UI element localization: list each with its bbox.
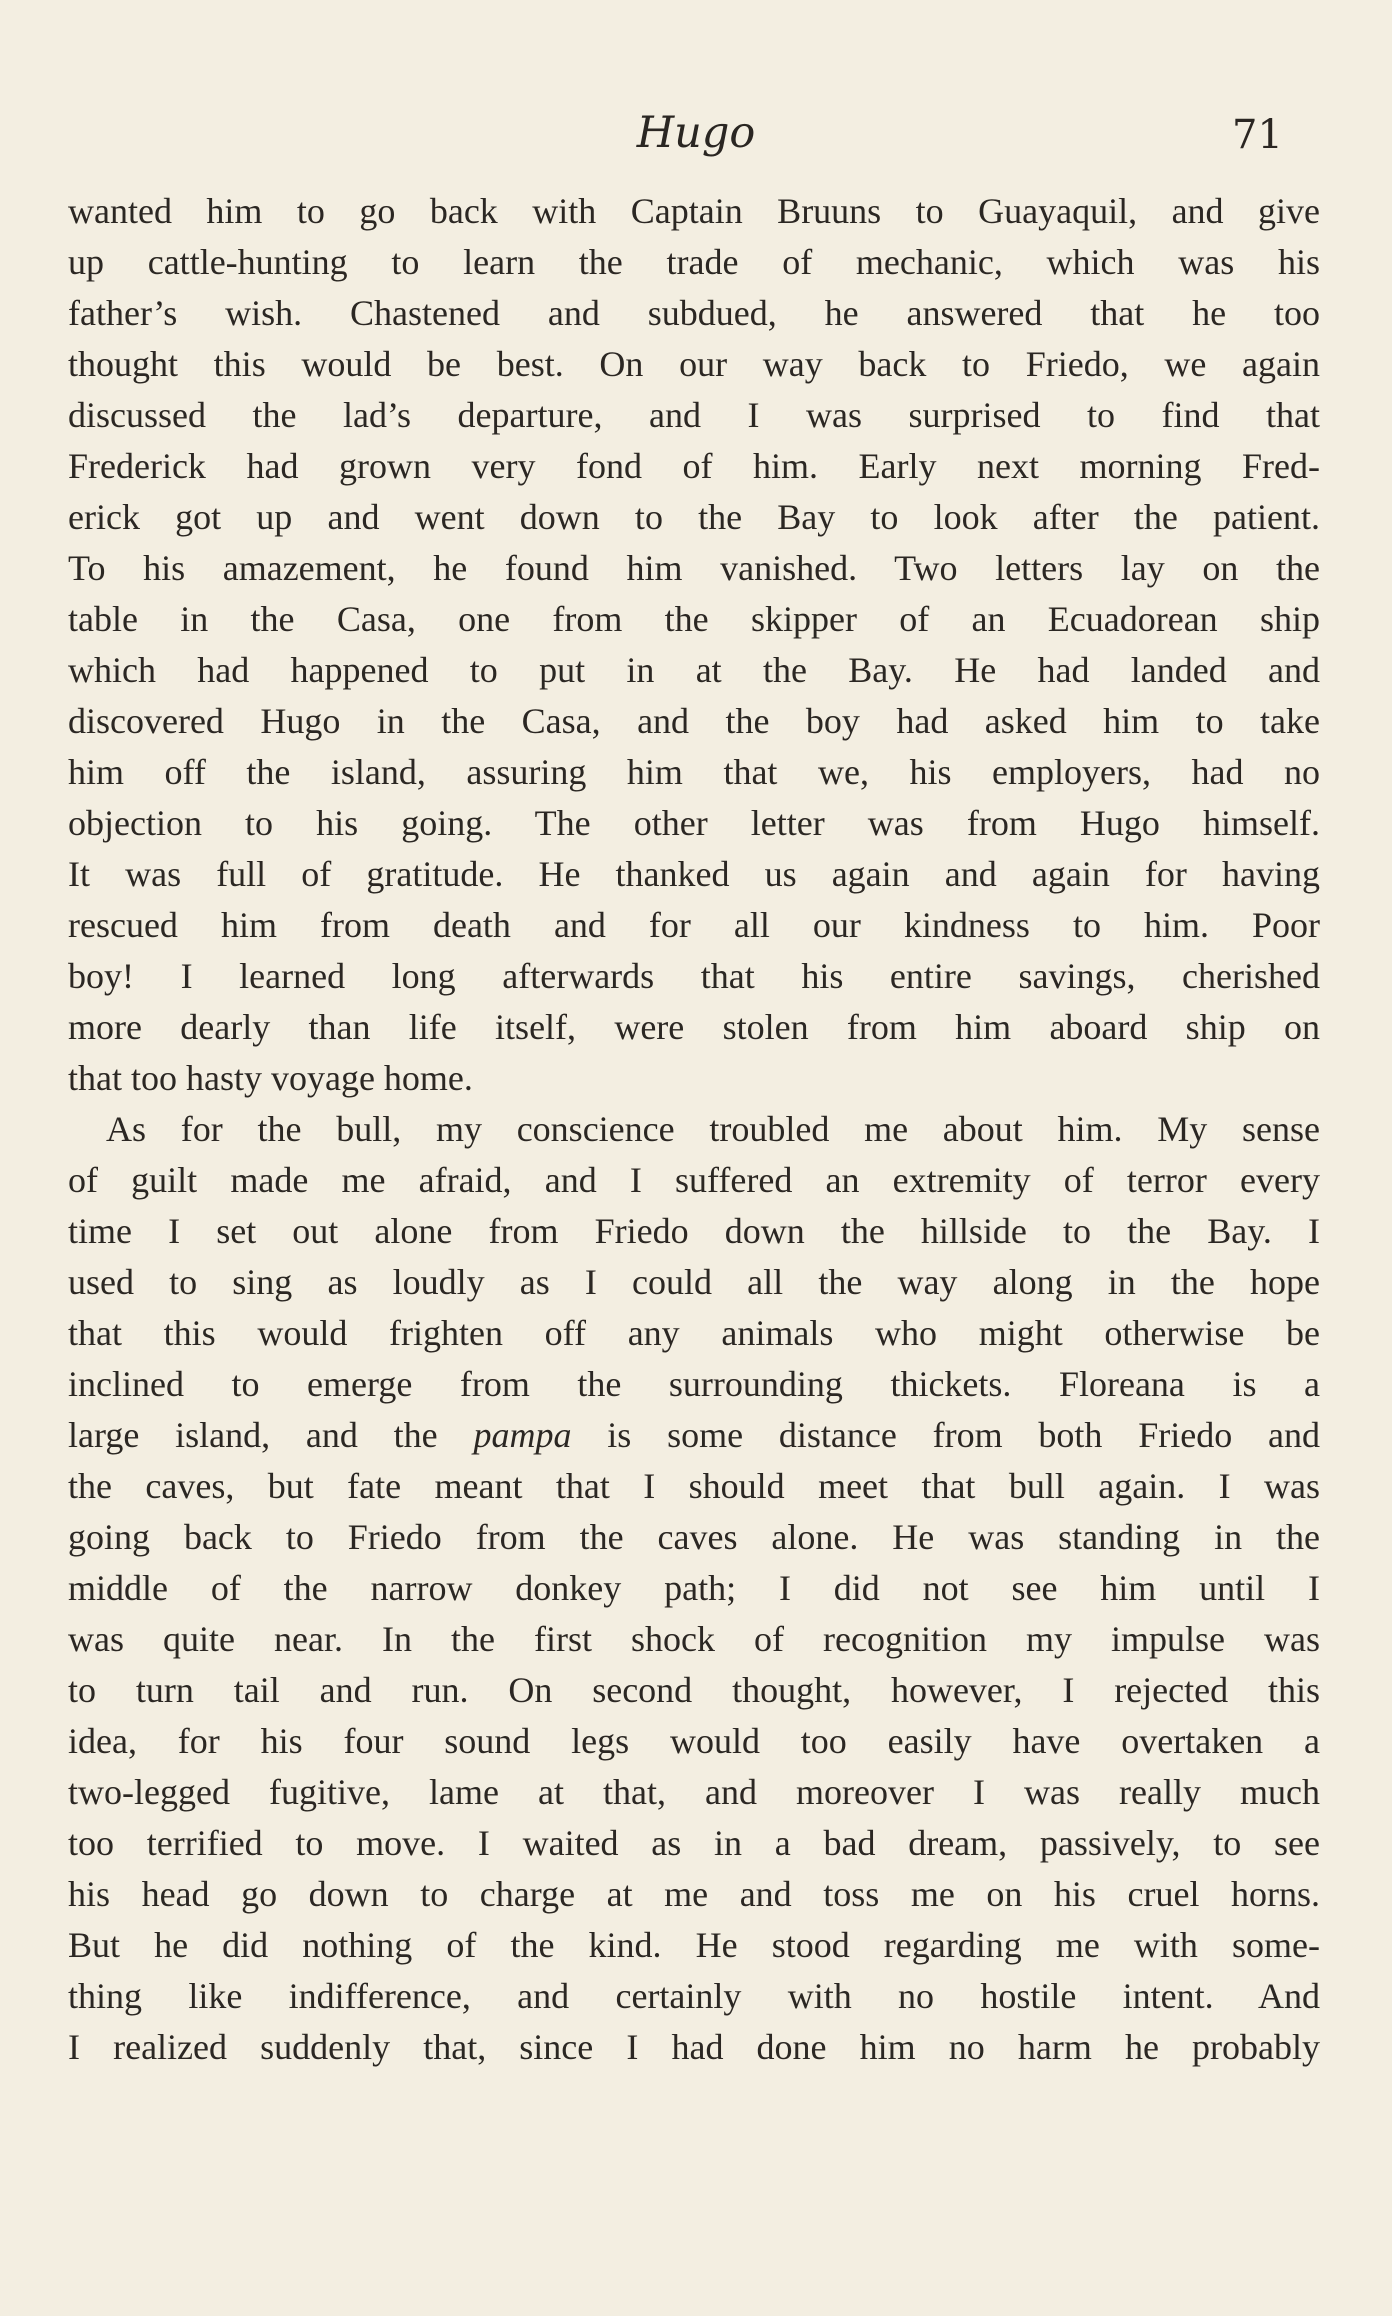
text-line: that too hasty voyage home. <box>68 1058 473 1098</box>
text-line: table in the Casa, one from the skipper of an Ecuadorean ship <box>68 599 1320 639</box>
text-line: which had happened to put in at the Bay. He had landed and <box>68 650 1320 690</box>
running-head <box>0 108 1392 168</box>
page-number: 71 <box>1232 112 1283 158</box>
text-line: inclined to emerge from the surrounding thickets. Floreana is a <box>68 1364 1320 1404</box>
text-line: boy! I learned long afterwards that his entire savings, cherished <box>68 956 1320 996</box>
text-line: discussed the lad’s departure, and I was surprised to find that <box>68 395 1320 435</box>
text-line: erick got up and went down to the Bay to look after the patient. <box>68 497 1320 537</box>
text-line: his head go down to charge at me and toss me on his cruel horns. <box>68 1874 1320 1914</box>
text-line: the caves, but fate meant that I should meet that bull again. I was <box>68 1466 1320 1506</box>
body-text <box>68 186 1320 2073</box>
text-line: father’s wish. Chastened and subdued, he answered that he too <box>68 293 1320 333</box>
text-line: up cattle-hunting to learn the trade of mechanic, which was his <box>68 242 1320 282</box>
text-line: Frederick had grown very fond of him. Early next morning Fred- <box>68 446 1320 486</box>
text-line: discovered Hugo in the Casa, and the boy had asked him to take <box>68 701 1320 741</box>
text-line: thing like indifference, and certainly with no hostile intent. And <box>68 1976 1320 2016</box>
text-fragment: large island, and the <box>68 1415 474 1455</box>
text-line: As for the bull, my conscience troubled me about him. My sense <box>106 1109 1320 1149</box>
text-line: used to sing as loudly as I could all the way along in the hope <box>68 1262 1320 1302</box>
text-line: time I set out alone from Friedo down the hillside to the Bay. I <box>68 1211 1320 1251</box>
text-line-with-italic <box>68 1410 1320 1461</box>
text-line: idea, for his four sound legs would too easily have overtaken a <box>68 1721 1320 1761</box>
text-line: him off the island, assuring him that we, his employers, had no <box>68 752 1320 792</box>
text-line: But he did nothing of the kind. He stood regarding me with some- <box>68 1925 1320 1965</box>
text-line: I realized suddenly that, since I had done him no harm he probably <box>68 2027 1320 2067</box>
text-line: thought this would be best. On our way back to Friedo, we again <box>68 344 1320 384</box>
text-line: more dearly than life itself, were stolen from him aboard ship on <box>68 1007 1320 1047</box>
text-line: wanted him to go back with Captain Bruuns to Guayaquil, and give <box>68 191 1320 231</box>
text-line: middle of the narrow donkey path; I did not see him until I <box>68 1568 1320 1608</box>
text-line: of guilt made me afraid, and I suffered an extremity of terror every <box>68 1160 1320 1200</box>
text-line: objection to his going. The other letter was from Hugo himself. <box>68 803 1320 843</box>
text-line: It was full of gratitude. He thanked us again and again for having <box>68 854 1320 894</box>
chapter-title: Hugo <box>636 108 756 158</box>
text-line: To his amazement, he found him vanished. Two letters lay on the <box>68 548 1320 588</box>
text-line: was quite near. In the first shock of recognition my impulse was <box>68 1619 1320 1659</box>
text-line: that this would frighten off any animals who might otherwise be <box>68 1313 1320 1353</box>
text-line: going back to Friedo from the caves alone. He was standing in the <box>68 1517 1320 1557</box>
text-line: two-legged fugitive, lame at that, and moreover I was really much <box>68 1772 1320 1812</box>
text-fragment: is some distance from both Friedo and <box>571 1415 1320 1455</box>
text-line: too terrified to move. I waited as in a bad dream, passively, to see <box>68 1823 1320 1863</box>
text-line: to turn tail and run. On second thought, however, I rejected this <box>68 1670 1320 1710</box>
italic-word-pampa: pampa <box>473 1415 572 1455</box>
text-line: rescued him from death and for all our kindness to him. Poor <box>68 905 1320 945</box>
